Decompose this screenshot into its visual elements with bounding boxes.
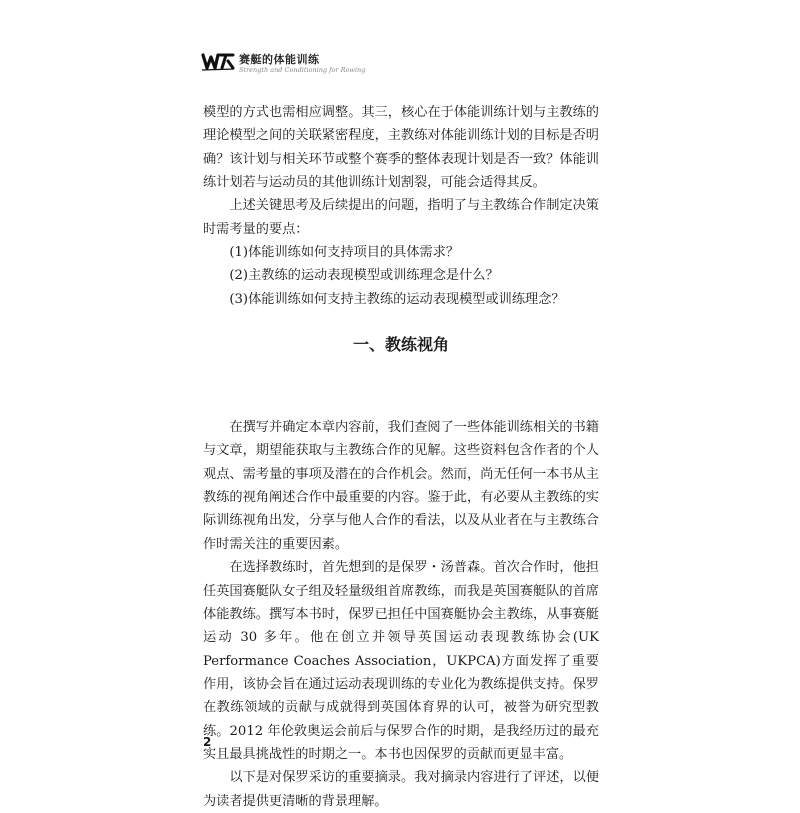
paragraph-intro: 上述关键思考及后续提出的问题，指明了与主教练合作制定决策时需考量的要点： xyxy=(203,198,599,237)
paragraph: 在撰写并确定本章内容前，我们查阅了一些体能训练相关的书籍与文章，期望能获取与主教练合作的见解。这些资料包含作者的个人观点、需考量的事项及潜在的合作机会。然而，尚无任何一本书从主教练的视角阐述合作中最重要的内容。鉴于此，有必要从主教练的实际训练视角出发，分享与他人合作的看法，以及从业者在与主教练合作时需关注的重要因素。 xyxy=(203,420,599,552)
paragraph: 以下是对保罗采访的重要摘录。我对摘录内容进行了评述，以便为读者提供更清晰的背景理解。 xyxy=(203,770,599,809)
running-header xyxy=(201,50,601,80)
page-number: 2 xyxy=(203,735,212,749)
paragraph: 在选择教练时，首先想到的是保罗・汤普森。首次合作时，他担任英国赛艇队女子组及轻量级组首席教练，而我是英国赛艇队的首席体能教练。撰写本书时，保罗已担任中国赛艇协会主教练，从事赛艇运动 30 多年。他在创立并领导英国运动表现教练协会(UK Performance Coaches Association，UKPCA)方面发挥了重要作用，该协会旨在通过运动表现训练的专业化为教练提供支持。保罗在教练领域的贡献与成就得到英国体育界的认可，被誉为研究型教练。2012 年伦敦奥运会前后与保罗合作的时期，是我经历过的最充实且最具挑战性的时期之一。本书也因保罗的贡献而更显丰富。 xyxy=(203,560,599,762)
page-body xyxy=(203,101,599,813)
list-item: (2)主教练的运动表现模型或训练理念是什么？ xyxy=(229,268,499,284)
list-item: (3)体能训练如何支持主教练的运动表现模型或训练理念？ xyxy=(229,291,565,307)
section-heading: 一、教练视角 xyxy=(352,335,449,355)
book-title: 赛艇的体能训练 xyxy=(239,53,320,66)
paragraph-continued: 模型的方式也需相应调整。其三，核心在于体能训练计划与主教练的理论模型之间的关联紧密程度，主教练对体能训练计划的目标是否明确？该计划与相关环节或整个赛季的整体表现计划是否一致？体能训练计划若与运动员的其他训练计划割裂，可能会适得其反。 xyxy=(203,105,599,191)
list-item: (1)体能训练如何支持项目的具体需求？ xyxy=(229,245,460,261)
book-subtitle: Strength and Conditioning for Rowing xyxy=(239,66,366,74)
book-series-logo-icon xyxy=(201,50,235,72)
